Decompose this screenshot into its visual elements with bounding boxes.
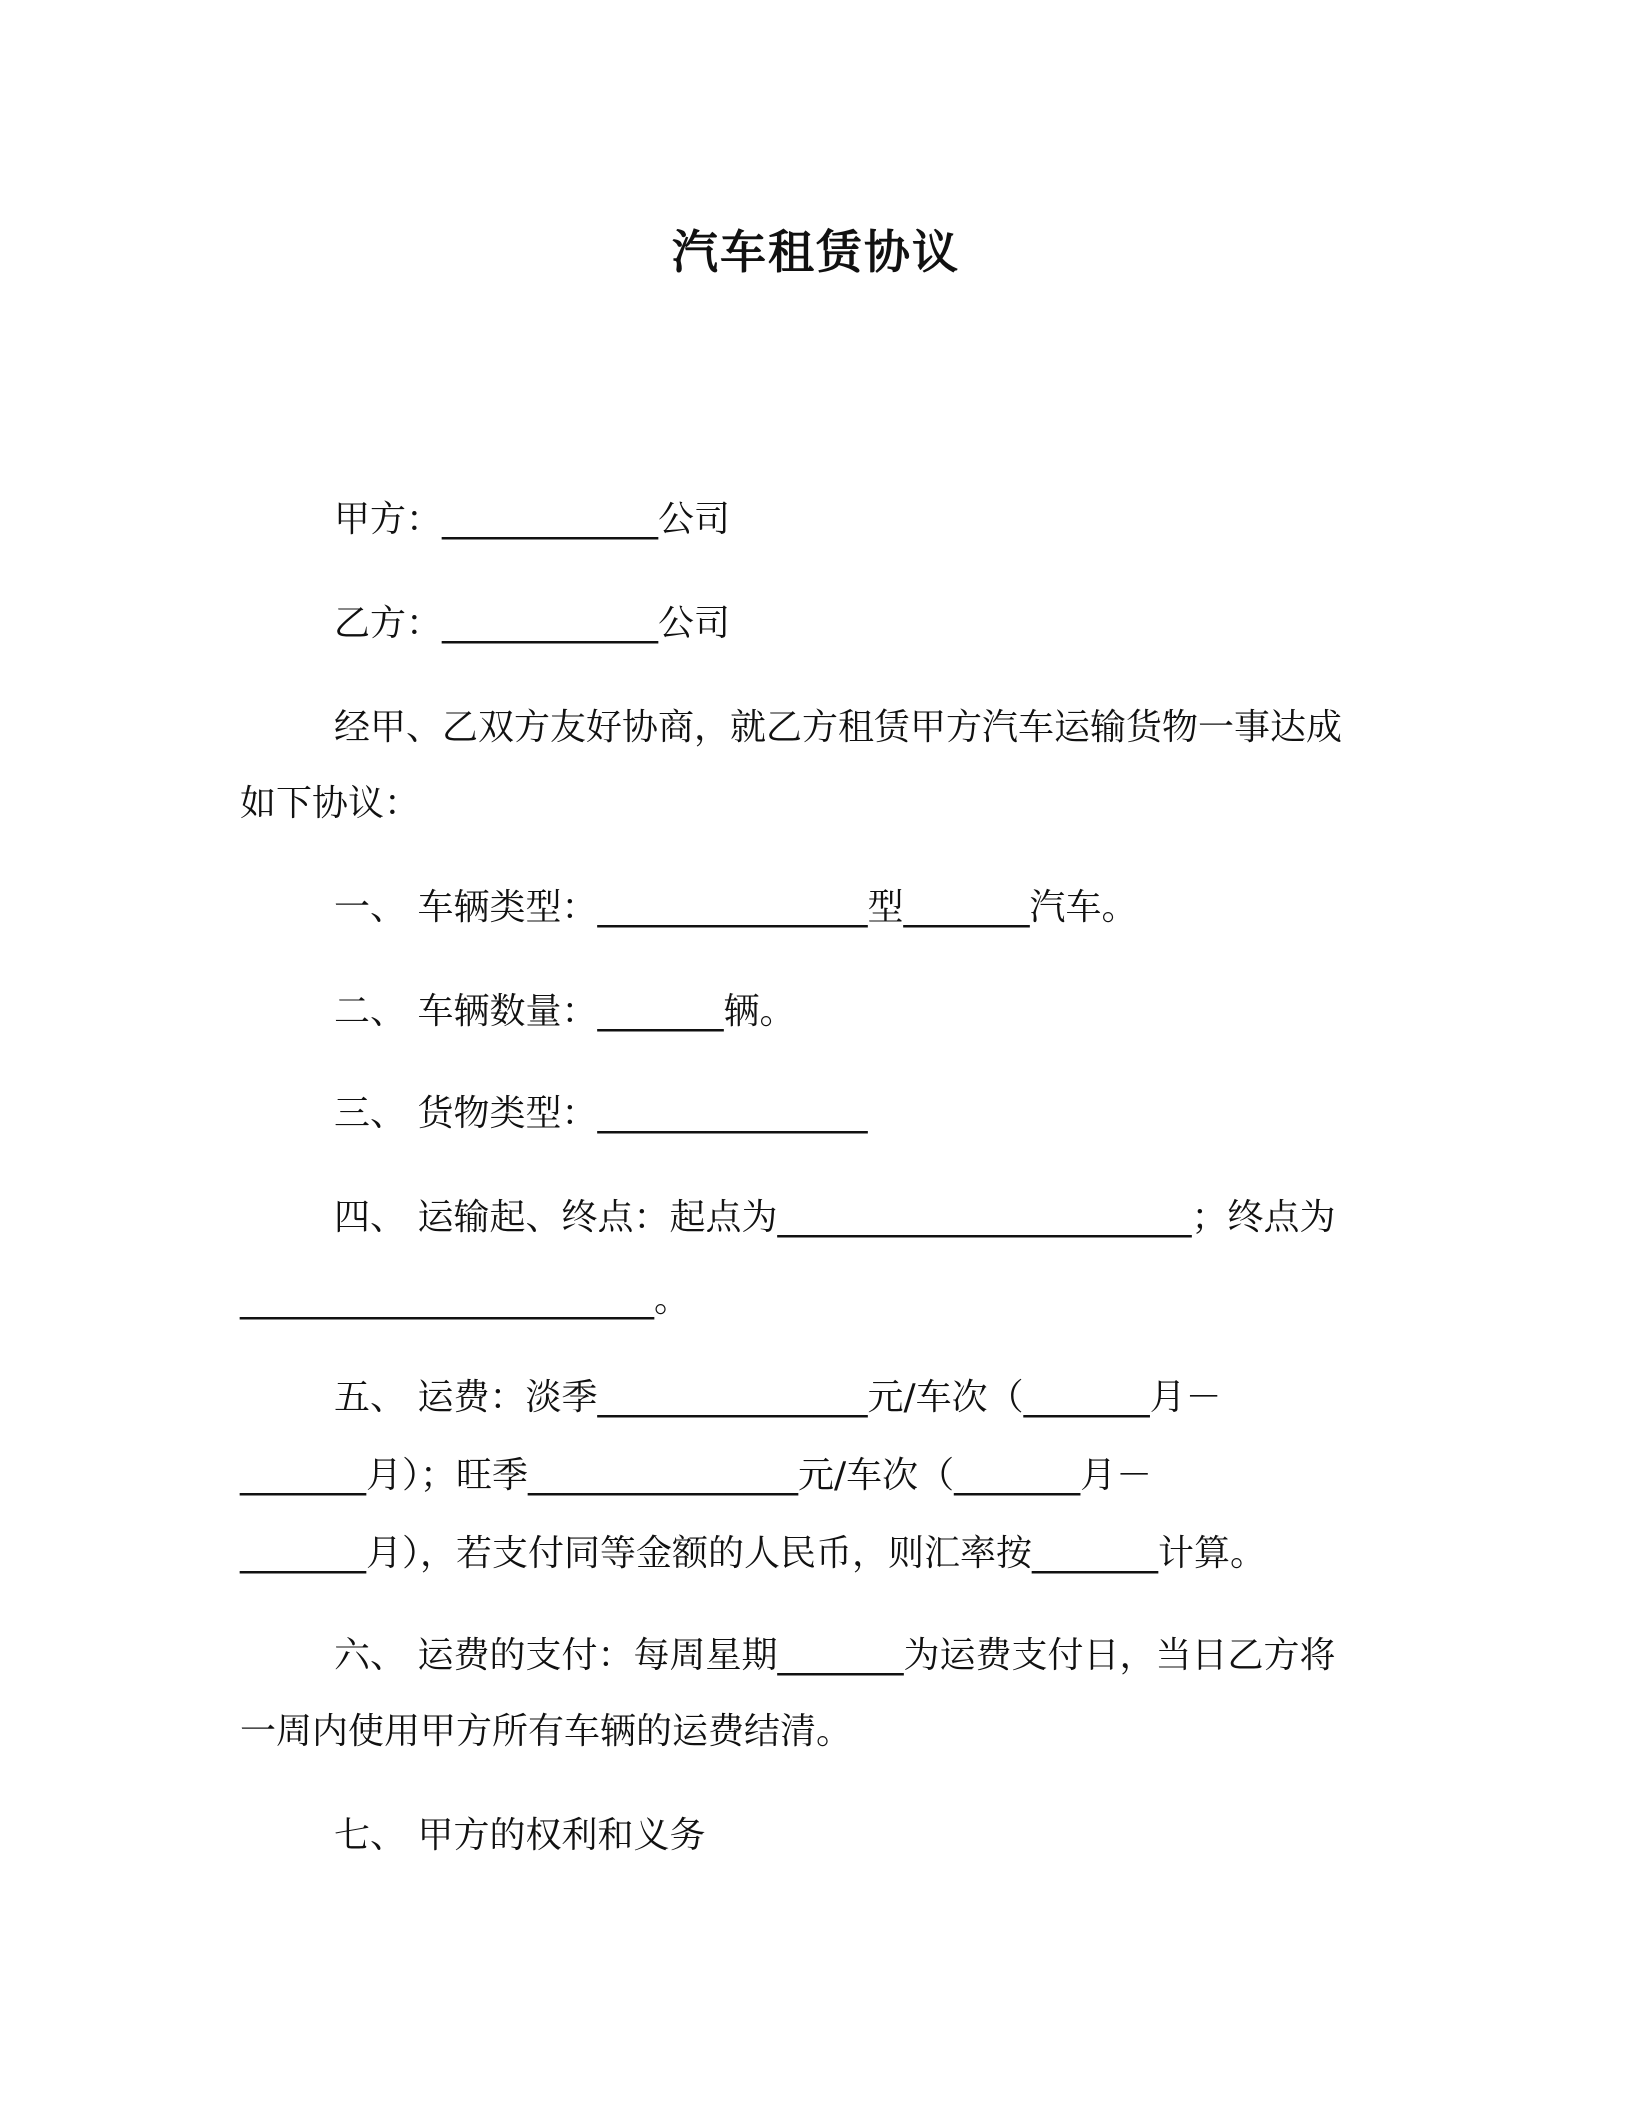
clause-5-freight-line-3: _______月），若支付同等金额的人民币，则汇率按_______计算。: [240, 1533, 1267, 1574]
party-a-line: 甲方：____________公司: [334, 499, 731, 540]
clause-7-heading: 七、 甲方的权利和义务: [334, 1815, 706, 1856]
clause-4-route-line-1: 四、 运输起、终点：起点为_______________________；终点为: [334, 1197, 1336, 1238]
intro-paragraph-line-1: 经甲、乙双方友好协商，就乙方租赁甲方汽车运输货物一事达成: [334, 707, 1343, 748]
clause-3-cargo-type: 三、 货物类型：_______________: [334, 1093, 868, 1134]
intro-paragraph-line-2: 如下协议：: [240, 783, 421, 824]
clause-4-route-line-2: _______________________。: [240, 1279, 690, 1320]
clause-2-vehicle-count: 二、 车辆数量：_______辆。: [334, 991, 796, 1032]
document-title: 汽车租赁协议: [672, 225, 960, 279]
clause-1-vehicle-type: 一、 车辆类型：_______________型_______汽车。: [334, 887, 1138, 928]
party-b-line: 乙方：____________公司: [334, 603, 731, 644]
clause-6-payment-line-2: 一周内使用甲方所有车辆的运费结清。: [240, 1711, 853, 1752]
clause-5-freight-line-1: 五、 运费：淡季_______________元/车次（_______月－: [334, 1377, 1222, 1418]
clause-6-payment-line-1: 六、 运费的支付：每周星期_______为运费支付日，当日乙方将: [334, 1635, 1336, 1676]
clause-5-freight-line-2: _______月）；旺季_______________元/车次（_______月－: [240, 1455, 1153, 1496]
